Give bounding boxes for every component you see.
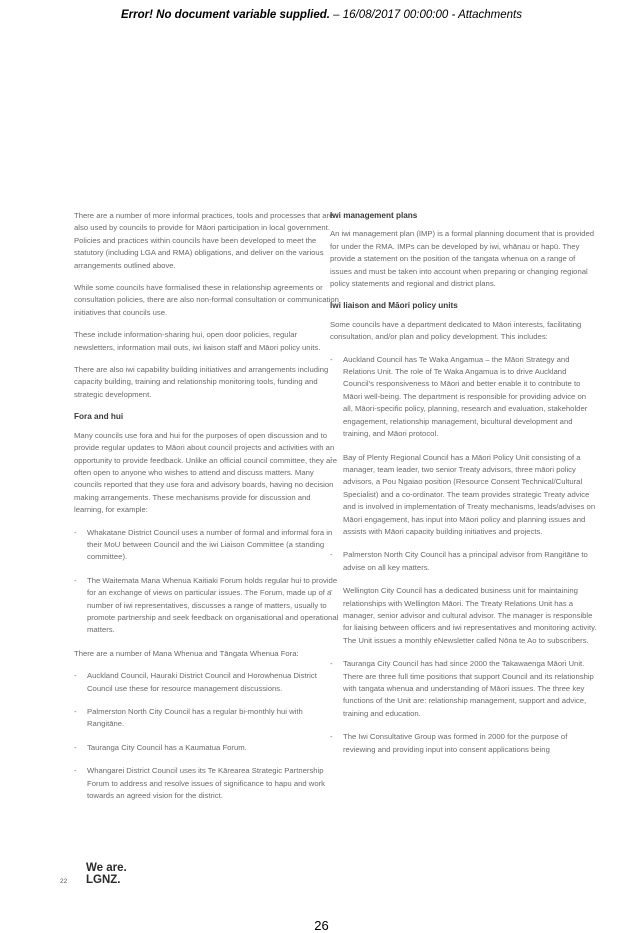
document-header <box>0 9 643 21</box>
section-heading-fora: Fora and hui <box>74 412 124 422</box>
list-item: - Tauranga City Council has had since 2000 the Takawaenga Māori Unit. There are three full time positions that support Council and its relationship with tangata whenua and understanding of Māori issues. The three key functions of the Unit are: relationship management, support and advice, training and education. <box>330 658 597 720</box>
list-item: - Palmerston North City Council has a principal advisor from Rangitāne to advise on all key matters. <box>330 549 597 574</box>
logo-line-2: LGNZ. <box>86 874 121 886</box>
section-heading-iwi-management: Iwi management plans <box>330 211 418 220</box>
section-heading-iwi-liaison: Iwi liaison and Māori policy units <box>330 301 458 311</box>
list-item: - Whangarei District Council uses its Te Kārearea Strategic Partnership Forum to address and resolve issues of significance to hapu and work towards an agreed vision for the district. <box>74 765 339 802</box>
bullet-list <box>74 670 339 802</box>
lgnz-logo <box>86 862 127 886</box>
list-item: - Palmerston North City Council has a regular bi-monthly hui with Rangitāne. <box>74 706 339 731</box>
paragraph: An iwi management plan (IMP) is a formal planning document that is provided for under the RMA. IMPs can be developed by iwi, whānau or hapū. They provide a statement on the position of the tangata whenua on a range of issues and must be taken into account when preparing or changing regional policy statements and regional and district plans. <box>330 229 595 289</box>
paragraph: Some councils have a department dedicated to Māori interests, facilitating consultation, and/or plan and policy development. This includes: <box>330 319 582 342</box>
list-item: - The Waitemata Mana Whenua Kaitiaki Forum holds regular hui to provide for an exchange of views on particular issues. The Forum, made up of a number of iwi representatives, discusses a range of matters, usually to promote partnership and seek feedback on organisational and operational matters. <box>74 575 339 637</box>
list-item: - Wellington City Council has a dedicated business unit for maintaining relationships with Wellington Māori. The Treaty Relations Unit has a manager, senior advisor and cultural advisor. The manager is responsible for liaising between officers and iwi representatives and monitoring activity. The Unit issues a monthly eNewsletter called Nōna te Ao to subscribers. <box>330 585 597 647</box>
right-column <box>330 210 597 767</box>
list-item: - Tauranga City Council has a Kaumatua Forum. <box>74 742 339 754</box>
bullet-list <box>74 527 339 637</box>
paragraph: These include information-sharing hui, open door policies, regular newsletters, information mail outs, iwi liaison staff and Māori policy units. <box>74 330 321 352</box>
left-column <box>74 210 339 813</box>
logo-line-1: We are. <box>86 862 127 874</box>
paragraph: There are a number of Mana Whenua and Tāngata Whenua Fora: <box>74 648 299 658</box>
bullet-list <box>330 354 597 756</box>
paragraph: While some councils have formalised these in relationship agreements or consultation policies, there are also non-formal consultation or communication initiatives that councils use. <box>74 283 339 317</box>
paragraph: There are a number of more informal practices, tools and processes that are also used by councils to provide for Māori participation in local government. Policies and practices within councils have been developed to meet the statutory (including LGA and RMA) obligations, and deliver on the various arrangements outlined above. <box>74 211 334 270</box>
list-item: - Whakatane District Council uses a number of formal and informal fora in their MoU between Council and the iwi Liaison Committee (a standing committee). <box>74 527 339 564</box>
header-error-text: Error! No document variable supplied. <box>121 9 330 21</box>
list-item: - Bay of Plenty Regional Council has a Māori Policy Unit consisting of a manager, team leader, two senior Treaty advisors, three māori policy advisors, a Pou Ngaiao position (Resource Consent Technical/Cultural Specialist) and a co-ordinator. The team provides strategic Treaty advice and is involved in implementation of Treaty mechanisms, leads/advises on Māori engagement, has input into Māori policy and planning issues and assists with Māori capacity building initiatives and projects. <box>330 452 597 539</box>
paragraph: Many councils use fora and hui for the purposes of open discussion and to provide regular updates to Māori about council projects and activities with an opportunity to provide feedback. Unlike an official council committee, they are often open to anyone who wishes to attend and discuss matters. Many councils reported that they use fora and advisory boards, having no decision making arrangements. These mechanisms provide for discussion and learning, for example: <box>74 430 338 515</box>
paragraph: There are also iwi capability building initiatives and arrangements including capacity building, training and relationship monitoring tools, funding and strategic development. <box>74 365 329 399</box>
footer-page-number-small: 22 <box>60 878 68 885</box>
list-item: - Auckland Council, Hauraki District Council and Horowhenua District Council use these for resource management discussions. <box>74 670 339 695</box>
header-date-text: – 16/08/2017 00:00:00 - Attachments <box>329 9 522 21</box>
page-number: 26 <box>314 918 329 933</box>
list-item: - Auckland Council has Te Waka Angamua – the Māori Strategy and Relations Unit. The role of Te Waka Angamua is to drive Auckland Council's responsiveness to Māori and better enable it to contribute to Māori well-being. The department is responsible for providing advice on all, Māori-specific policy, planning, research and evaluation, stakeholder engagement, relationship management, bicultural development and training, and Māori protocol. <box>330 354 597 441</box>
list-item: - The Iwi Consultative Group was formed in 2000 for the purpose of reviewing and providing input into consent applications being <box>330 731 597 756</box>
